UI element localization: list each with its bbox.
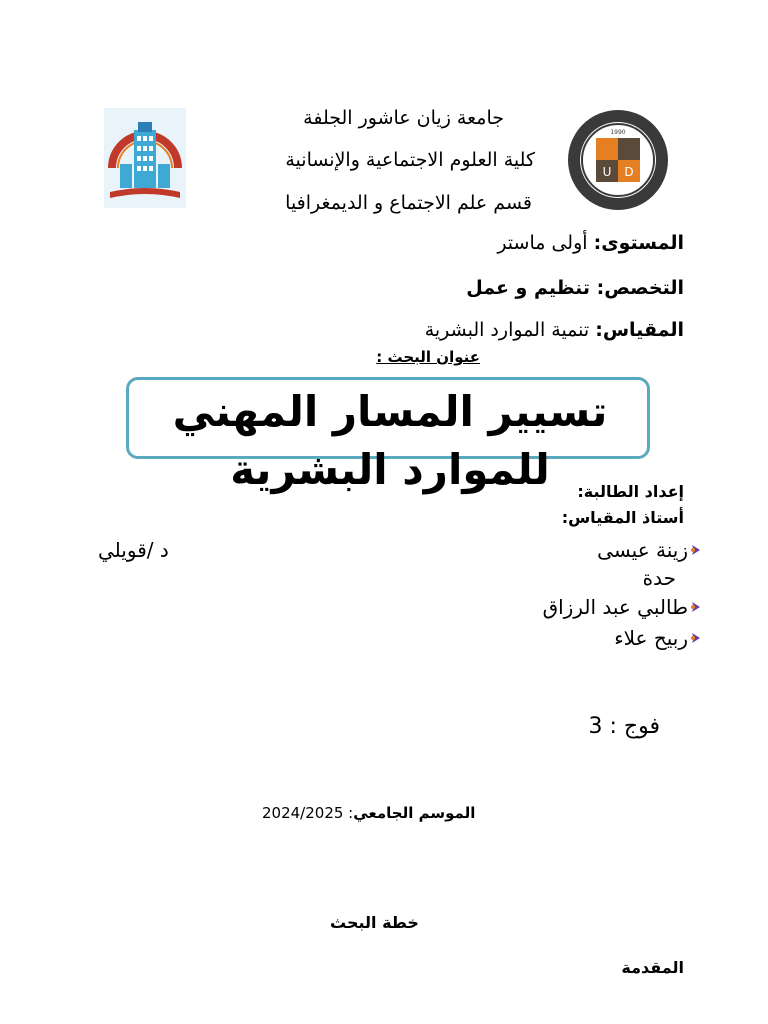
- specialty-line: [466, 277, 684, 299]
- research-plan-title: خطة البحث: [330, 913, 419, 932]
- arrow-bullet-icon: [690, 601, 700, 613]
- level-value: أولى ماستر: [497, 232, 594, 254]
- student-name: زينة عيسى: [597, 538, 688, 562]
- introduction-heading: المقدمة: [621, 958, 684, 977]
- university-name: جامعة زيان عاشور الجلفة: [303, 107, 504, 129]
- faculty-name: كلية العلوم الاجتماعية والإنسانية: [285, 149, 535, 171]
- svg-text:D: D: [624, 165, 634, 179]
- level-label: المستوى:: [593, 232, 684, 254]
- department-name: قسم علم الاجتماع و الديمغرافيا: [285, 192, 532, 214]
- prepared-by-label: إعداد الطالبة:: [577, 482, 684, 501]
- research-title: تسيير المسار المهني للموارد البشرية: [172, 387, 608, 494]
- module-label: المقياس:: [595, 319, 684, 341]
- student-name: ربيح علاء: [614, 626, 688, 650]
- research-title-label: عنوان البحث :: [376, 348, 480, 366]
- student-item: [597, 538, 700, 562]
- specialty-value: تنظيم و عمل: [466, 277, 597, 299]
- student-name-continued: حدة: [642, 566, 676, 590]
- specialty-label: التخصص:: [596, 277, 684, 299]
- faculty-logo: [104, 108, 186, 208]
- svg-text:U: U: [602, 165, 612, 179]
- season-value: : 2024/2025: [262, 804, 354, 822]
- svg-text:1990: 1990: [610, 129, 626, 136]
- academic-season: [262, 804, 475, 822]
- module-line: [425, 319, 684, 341]
- arrow-bullet-icon: [690, 544, 700, 556]
- student-item: [614, 626, 700, 650]
- university-seal-logo: [566, 108, 670, 212]
- level-line: [497, 232, 684, 254]
- student-name: طالبي عبد الرزاق: [542, 595, 688, 619]
- professor-name: د /قويلي: [98, 538, 169, 562]
- module-value: تنمية الموارد البشرية: [424, 319, 596, 341]
- professor-label: أستاذ المقياس:: [561, 508, 684, 527]
- season-label: الموسم الجامعي: [353, 804, 476, 822]
- group-number: فوج : 3: [588, 714, 660, 739]
- arrow-bullet-icon: [690, 632, 700, 644]
- student-item: [543, 595, 700, 619]
